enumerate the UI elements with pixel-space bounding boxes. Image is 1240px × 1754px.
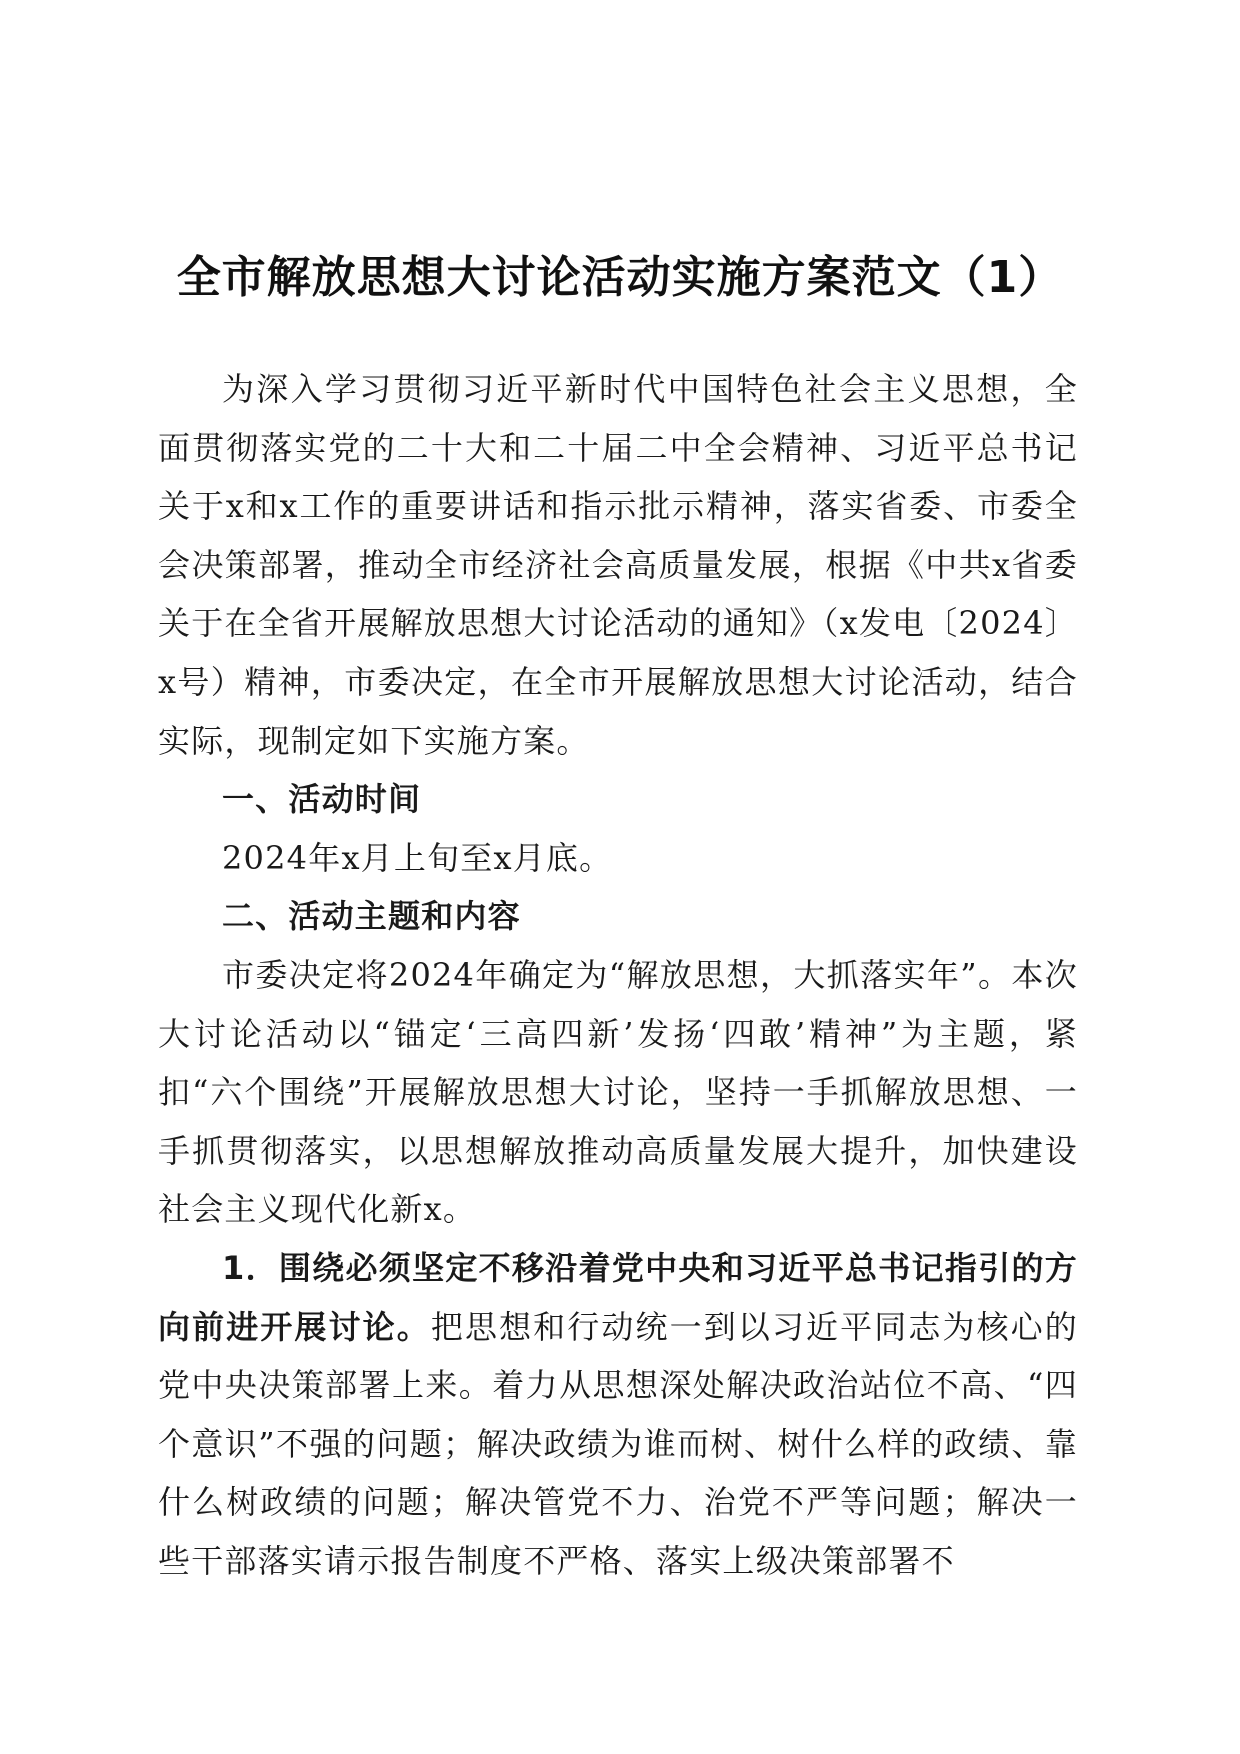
item-paragraph-1 xyxy=(158,1239,1078,1591)
section-heading-time: 一、活动时间 xyxy=(222,780,422,819)
section-text-time: 2024年x月上旬至x月底。 xyxy=(222,838,613,877)
document-body xyxy=(158,360,1078,1590)
intro-paragraph: 为深入学习贯彻习近平新时代中国特色社会主义思想，全面贯彻落实党的二十大和二十届二中全会精神、习近平总书记关于x和x工作的重要讲话和指示批示精神，落实省委、市委全会决策部署，推动全市经济社会高质量发展，根据《中共x省委关于在全省开展解放思想大讨论活动的通知》（x发电〔2024〕x号）精神，市委决定，在全市开展解放思想大讨论活动，结合实际，现制定如下实施方案。 xyxy=(158,370,1078,760)
item-lead-1: 1．围绕必须坚定不移沿着党中央和习近平总书记指引的方向前进开展讨论。 xyxy=(158,1248,1078,1346)
section-text-theme: 市委决定将2024年确定为“解放思想，大抓落实年”。本次大讨论活动以“锚定‘三高四新’发扬‘四敢’精神”为主题，紧扣“六个围绕”开展解放思想大讨论，坚持一手抓解放思想、一手抓贯彻落实，以思想解放推动高质量发展大提升，加快建设社会主义现代化新x。 xyxy=(158,955,1078,1229)
document-title: 全市解放思想大讨论活动实施方案范文（1） xyxy=(176,252,1064,303)
section-heading-theme: 二、活动主题和内容 xyxy=(222,897,521,936)
item-text-1: 把思想和行动统一到以习近平同志为核心的党中央决策部署上来。着力从思想深处解决政治站位不高、“四个意识”不强的问题；解决政绩为谁而树、树什么样的政绩、靠什么树政绩的问题；解决管党不力、治党不严等问题；解决一些干部落实请示报告制度不严格、落实上级决策部署不 xyxy=(158,1307,1078,1580)
